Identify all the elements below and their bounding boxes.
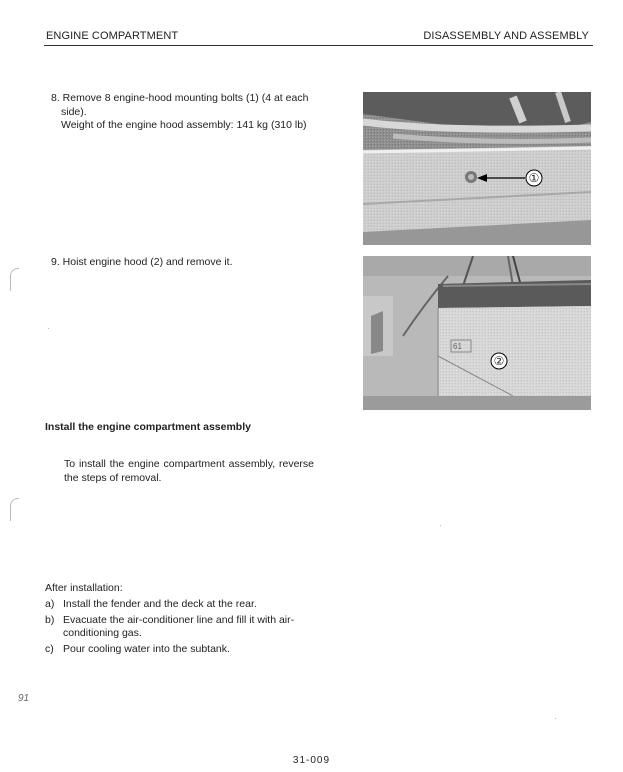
bolt-photo-illustration	[363, 92, 591, 245]
step-8-weight: Weight of the engine hood assembly: 141 kg (310 lb)	[61, 119, 307, 131]
figure-bolt-photo	[363, 92, 591, 245]
list-item-text: Install the fender and the deck at the rear.	[63, 598, 257, 610]
list-item-text: Evacuate the air-conditioner line and fill it with air-conditioning gas.	[63, 613, 295, 639]
hood-photo-illustration	[363, 256, 591, 410]
list-item	[45, 614, 325, 641]
speck	[48, 328, 49, 329]
install-heading: Install the engine compartment assembly	[45, 421, 251, 433]
panel-label: 61	[453, 342, 462, 351]
list-item-key: c)	[45, 642, 54, 655]
install-instruction: To install the engine compartment assembly, reverse the steps of removal.	[64, 458, 314, 484]
callout-1: ①	[528, 171, 540, 185]
page-number: 31-009	[292, 755, 331, 766]
step-8-instruction: 8. Remove 8 engine-hood mounting bolts (1) (4 at each side).	[51, 92, 309, 118]
binding-mark	[10, 268, 19, 291]
list-item-text: Pour cooling water into the subtank.	[63, 642, 230, 655]
speck	[440, 525, 441, 526]
list-item-key: a)	[45, 598, 55, 610]
step-9-instruction: 9. Hoist engine hood (2) and remove it.	[51, 256, 233, 268]
after-installation-list	[45, 598, 325, 658]
speck	[555, 718, 556, 719]
binding-mark	[10, 498, 19, 521]
callout-2: ②	[493, 354, 505, 368]
margin-handwritten-note: 91	[18, 693, 30, 704]
list-item	[45, 643, 325, 657]
header-rule	[44, 45, 593, 46]
after-installation-title: After installation:	[45, 582, 123, 594]
header-chapter-title: DISASSEMBLY AND ASSEMBLY	[423, 30, 589, 42]
figure-hood-photo	[363, 256, 591, 410]
header-section-title: ENGINE COMPARTMENT	[46, 30, 179, 42]
step-8	[51, 92, 331, 133]
list-item-key: b)	[45, 613, 55, 626]
step-9	[51, 256, 331, 270]
list-item	[45, 598, 325, 612]
